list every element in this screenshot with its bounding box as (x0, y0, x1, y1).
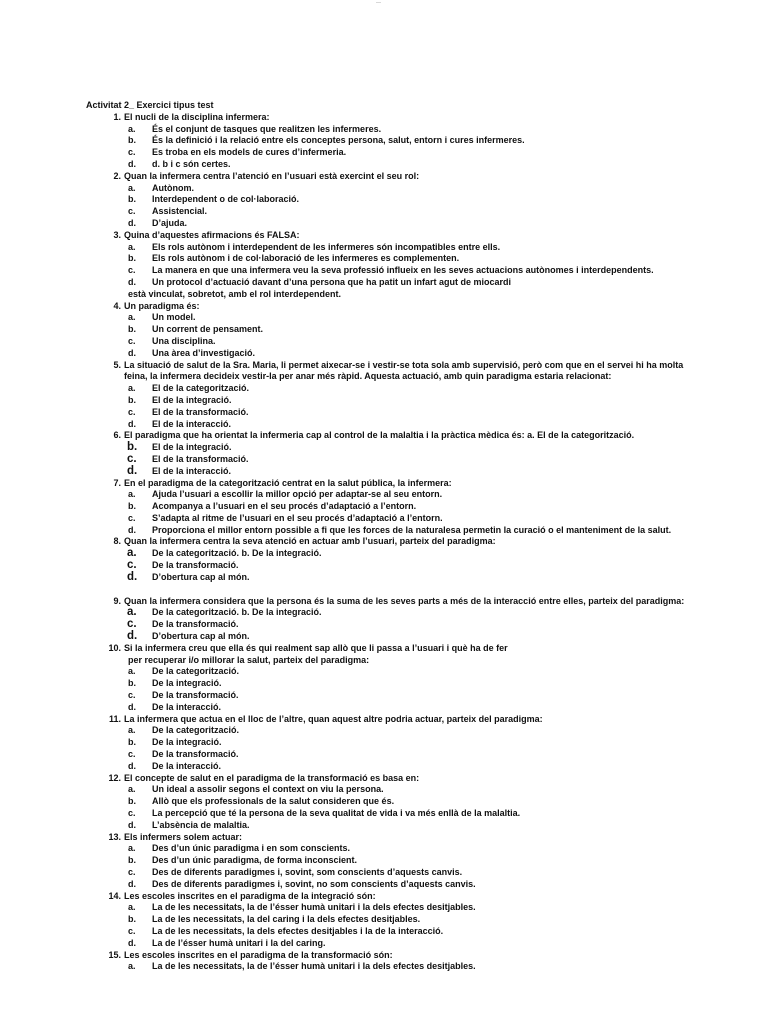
option-text: Un protocol d’actuació davant d’una persona que ha patit un infart agut de miocardi (152, 276, 512, 287)
option-text: De la categorització. (152, 666, 240, 677)
answer-option (86, 277, 686, 289)
option-text: L’absència de malaltia. (152, 819, 250, 830)
option-text: El de la categorització. (152, 383, 250, 394)
answer-option (86, 183, 686, 195)
option-letter: b. (128, 324, 136, 335)
question-stem-continued: per recuperar i/o millorar la salut, parteix del paradigma: (128, 654, 370, 665)
option-text: S’adapta al ritme de l’usuari en el seu procés d’adaptació a l’entorn. (152, 512, 443, 523)
document-body (86, 100, 686, 973)
option-letter: a. (128, 123, 136, 134)
option-text: Un ideal a assolir segons el context on viu la persona. (152, 784, 384, 795)
option-letter: b. (128, 914, 136, 925)
question-text: El paradigma que ha orientat la infermeria cap al control de la malaltia i la pràctica mèdica és: a. El de la categorització. (124, 430, 635, 441)
option-letter: a. (128, 489, 136, 500)
option-text: La percepció que té la persona de la seva qualitat de vida i va més enllà de la malaltia. (152, 808, 521, 819)
option-text: D’obertura cap al món. (152, 631, 250, 642)
option-text: Un model. (152, 312, 196, 323)
option-letter: c. (128, 406, 136, 417)
answer-option (86, 938, 686, 950)
question-number: 7. (113, 477, 121, 488)
option-text: De la categorització. b. De la integració. (152, 548, 322, 559)
option-letter: b. (128, 253, 136, 264)
option-letter: b. (127, 441, 138, 454)
option-text: De la transformació. (152, 749, 239, 760)
option-letter: d. (128, 819, 136, 830)
answer-option (86, 253, 686, 265)
option-text: De la categorització. b. De la integració. (152, 607, 322, 618)
answer-option (86, 749, 686, 761)
answer-option (86, 725, 686, 737)
answer-option (86, 407, 686, 419)
option-letter: c. (128, 749, 136, 760)
option-text: Des d’un únic paradigma i en som conscients. (152, 843, 351, 854)
option-text: Autònom. (152, 182, 194, 193)
answer-option (86, 159, 686, 171)
answer-option (86, 383, 686, 395)
question-number: 10. (108, 642, 121, 653)
option-letter: d. (128, 701, 136, 712)
option-text: De la integració. (152, 737, 222, 748)
option-letter: a. (128, 182, 136, 193)
option-text: El de la integració. (152, 442, 232, 453)
option-text: De la transformació. (152, 690, 239, 701)
answer-option (86, 194, 686, 206)
option-text: Un corrent de pensament. (152, 324, 264, 335)
option-text: La de les necessitats, la dels efectes desitjables i la de la interacció. (152, 925, 444, 936)
option-text: De la interacció. (152, 701, 222, 712)
answer-option (86, 525, 686, 537)
question-text: Les escoles inscrites en el paradigma de la transformació són: (124, 949, 393, 960)
option-text: La de les necessitats, la del caring i la dels efectes desitjables. (152, 914, 421, 925)
question-text: Un paradigma és: (124, 300, 200, 311)
option-text: De la integració. (152, 678, 222, 689)
answer-option (86, 395, 686, 407)
option-text: La manera en que una infermera veu la seva professió influeix en les seves actuacions autònomes i interdependents. (152, 265, 654, 276)
option-text: El de la transformació. (152, 406, 249, 417)
option-letter: d. (128, 347, 136, 358)
answer-option (86, 419, 686, 431)
question-stem (86, 230, 686, 242)
answer-option (86, 808, 686, 820)
answer-option (86, 926, 686, 938)
option-letter: d. (128, 217, 136, 228)
option-letter: a. (127, 547, 137, 560)
option-letter: a. (128, 725, 136, 736)
question-text: Les escoles inscrites en el paradigma de la integració són: (124, 890, 376, 901)
question-text: feina, la infermera decideix vestir-la per anar més ràpid. Aquesta actuació, amb quin paradigma estaria relacionat: (124, 371, 612, 382)
option-letter: a. (128, 312, 136, 323)
option-text: De la transformació. (152, 619, 239, 630)
answer-option (86, 501, 686, 513)
question-stem (86, 360, 686, 372)
option-text: Una disciplina. (152, 335, 216, 346)
question-number: 14. (108, 890, 121, 901)
option-letter: a. (128, 241, 136, 252)
option-letter: b. (128, 135, 136, 146)
question-number: 1. (113, 111, 121, 122)
answer-option (86, 124, 686, 136)
option-letter: a. (128, 843, 136, 854)
question-number: 6. (113, 430, 121, 441)
option-letter: d. (128, 878, 136, 889)
question-stem (86, 112, 686, 124)
question-text: El nucli de la disciplina infermera: (124, 111, 270, 122)
answer-option (86, 513, 686, 525)
option-letter: a. (128, 902, 136, 913)
option-letter: d. (127, 630, 138, 643)
option-text: El de la interacció. (152, 418, 232, 429)
question-number: 15. (108, 949, 121, 960)
answer-option (86, 336, 686, 348)
option-letter: c. (128, 808, 136, 819)
answer-option (86, 572, 686, 584)
option-letter: c. (128, 867, 136, 877)
page-header-mark: — (376, 0, 381, 6)
option-letter: b. (128, 855, 136, 866)
question-number: 13. (108, 831, 121, 842)
option-letter: c. (127, 452, 137, 465)
question-number: 3. (113, 229, 121, 240)
answer-option (86, 218, 686, 230)
option-text: Els rols autònom i de col·laboració de les infermeres es complementen. (152, 253, 460, 264)
question-stem (86, 714, 686, 726)
option-letter: c. (128, 147, 136, 158)
option-letter: d. (128, 760, 136, 771)
option-letter: d. (128, 418, 136, 429)
answer-option (86, 902, 686, 914)
option-text: Des d’un únic paradigma, de forma inconscient. (152, 855, 358, 866)
option-letter: b. (128, 737, 136, 748)
option-letter: b. (128, 796, 136, 807)
option-letter: c. (128, 335, 136, 346)
question-text: La infermera que actua en el lloc de l’altre, quan aquest altre podria actuar, parteix del paradigma: (124, 713, 543, 724)
answer-option (86, 879, 686, 891)
answer-option (86, 843, 686, 855)
answer-option (86, 784, 686, 796)
option-letter: b. (128, 194, 136, 205)
option-text: Des de diferents paradigmes i, sovint, no som conscients d’aquests canvis. (152, 878, 476, 889)
option-text: És la definició i la relació entre els conceptes persona, salut, entorn i cures infermeres. (152, 135, 525, 146)
question-text: Quan la infermera centra l’atenció en l’usuari està exercint el seu rol: (124, 170, 420, 181)
answer-option (86, 442, 686, 454)
answer-option (86, 666, 686, 678)
answer-option (86, 265, 686, 277)
question-text: En el paradigma de la categorització centrat en la salut pública, la infermera: (124, 477, 452, 488)
option-letter: c. (128, 925, 136, 936)
question-stem (86, 596, 686, 608)
option-letter: d. (128, 158, 136, 169)
answer-option (86, 135, 686, 147)
question-stem (86, 773, 686, 785)
option-text: Ajuda l’usuari a escollir la millor opció per adaptar-se al seu entorn. (152, 489, 443, 500)
answer-option (86, 324, 686, 336)
option-text: Interdependent o de col·laboració. (152, 194, 300, 205)
answer-option (86, 548, 686, 560)
option-text: D’obertura cap al món. (152, 571, 250, 582)
option-letter: a. (128, 383, 136, 394)
option-text: d. b i c són certes. (152, 158, 231, 169)
question-text: El concepte de salut en el paradigma de la transformació es basa en: (124, 772, 420, 783)
option-letter: c. (127, 618, 137, 631)
question-number: 4. (113, 300, 121, 311)
question-stem (86, 536, 686, 548)
spacer (86, 584, 686, 596)
option-letter: c. (127, 559, 137, 572)
question-number: 12. (108, 772, 121, 783)
option-letter: c. (128, 512, 136, 523)
option-text: El de la integració. (152, 394, 232, 405)
answer-option (86, 702, 686, 714)
answer-option (86, 560, 686, 572)
option-letter: c. (128, 265, 136, 276)
option-text: Una àrea d’investigació. (152, 347, 256, 358)
option-text: Assistencial. (152, 206, 208, 217)
option-text: Des de diferents paradigmes i, sovint, som conscients d’aquests canvis. (152, 867, 463, 877)
question-text: Els infermers solem actuar: (124, 831, 243, 842)
option-letter: d. (127, 464, 138, 477)
option-text: De la transformació. (152, 560, 239, 571)
answer-option (86, 631, 686, 643)
question-stem (86, 478, 686, 490)
option-text: D’ajuda. (152, 217, 188, 228)
question-stem (86, 643, 686, 655)
option-letter: a. (128, 961, 136, 972)
question-stem (86, 832, 686, 844)
option-text: La de les necessitats, la de l’ésser humà unitari i la dels efectes desitjables. (152, 961, 476, 972)
question-text: Quina d’aquestes afirmacions és FALSA: (124, 229, 300, 240)
question-stem-continued (86, 371, 686, 383)
option-text: Proporciona el millor entorn possible a fi que les forces de la naturalesa permetin la curació o el manteniment de la salut. (152, 524, 672, 535)
option-text: Els rols autònom i interdependent de les infermeres són incompatibles entre ells. (152, 241, 501, 252)
answer-option (86, 690, 686, 702)
answer-option (86, 466, 686, 478)
option-text: La de l’ésser humà unitari i la del caring. (152, 937, 326, 948)
option-text: El de la interacció. (152, 465, 232, 476)
option-letter: d. (128, 524, 136, 535)
option-text: Acompanya a l’usuari en el seu procés d’adaptació a l’entorn. (152, 501, 417, 512)
option-text: El de la transformació. (152, 453, 249, 464)
option-letter: b. (128, 501, 136, 512)
question-stem (86, 171, 686, 183)
option-text: Es troba en els models de cures d’infermeria. (152, 147, 347, 158)
option-letter: d. (127, 570, 138, 583)
answer-option (86, 206, 686, 218)
answer-option (86, 855, 686, 867)
question-stem (86, 891, 686, 903)
option-text: La de les necessitats, la de l’ésser humà unitari i la dels efectes desitjables. (152, 902, 476, 913)
option-letter: a. (127, 606, 137, 619)
answer-option (86, 619, 686, 631)
question-number: 8. (113, 536, 121, 547)
option-letter: a. (128, 784, 136, 795)
question-stem (86, 430, 686, 442)
question-text: Si la infermera creu que ella és qui realment sap allò que li passa a l’usuari i què ha de fer (124, 642, 508, 653)
answer-option (86, 796, 686, 808)
question-number: 9. (113, 595, 121, 606)
option-text: De la categorització. (152, 725, 240, 736)
option-letter: d. (128, 276, 136, 287)
answer-option (86, 867, 686, 879)
answer-option (86, 678, 686, 690)
option-letter: d. (128, 937, 136, 948)
question-text: Quan la infermera centra la seva atenció en actuar amb l’usuari, parteix del paradigma: (124, 536, 496, 547)
option-letter: a. (128, 666, 136, 677)
answer-option (86, 737, 686, 749)
option-text: De la interacció. (152, 760, 222, 771)
answer-option (86, 820, 686, 832)
answer-option (86, 489, 686, 501)
option-letter: b. (128, 394, 136, 405)
option-text: Allò que els professionals de la salut consideren que és. (152, 796, 395, 807)
question-number: 2. (113, 170, 121, 181)
option-letter: c. (128, 206, 136, 217)
question-text: Quan la infermera considera que la persona és la suma de les seves parts a més de la interacció entre elles, parteix del paradigma: (124, 595, 685, 606)
activity-title: Activitat 2_ Exercici tipus test (86, 100, 214, 110)
option-continued: està vinculat, sobretot, amb el rol interdependent. (128, 288, 342, 299)
answer-option (86, 607, 686, 619)
answer-option (86, 242, 686, 254)
question-stem (86, 950, 686, 962)
answer-option (86, 348, 686, 360)
option-letter: c. (128, 690, 136, 701)
option-letter: b. (128, 678, 136, 689)
answer-option (86, 147, 686, 159)
answer-option (86, 761, 686, 773)
question-number: 5. (113, 359, 121, 370)
question-stem (86, 301, 686, 313)
answer-option (86, 961, 686, 973)
answer-option (86, 312, 686, 324)
option-text: És el conjunt de tasques que realitzen les infermeres. (152, 123, 382, 134)
answer-option (86, 914, 686, 926)
question-text: La situació de salut de la Sra. Maria, li permet aixecar-se i vestir-se tota sola amb supervisió, però com que en el servei hi ha molta (124, 359, 684, 370)
question-number: 11. (108, 713, 121, 724)
answer-option (86, 454, 686, 466)
